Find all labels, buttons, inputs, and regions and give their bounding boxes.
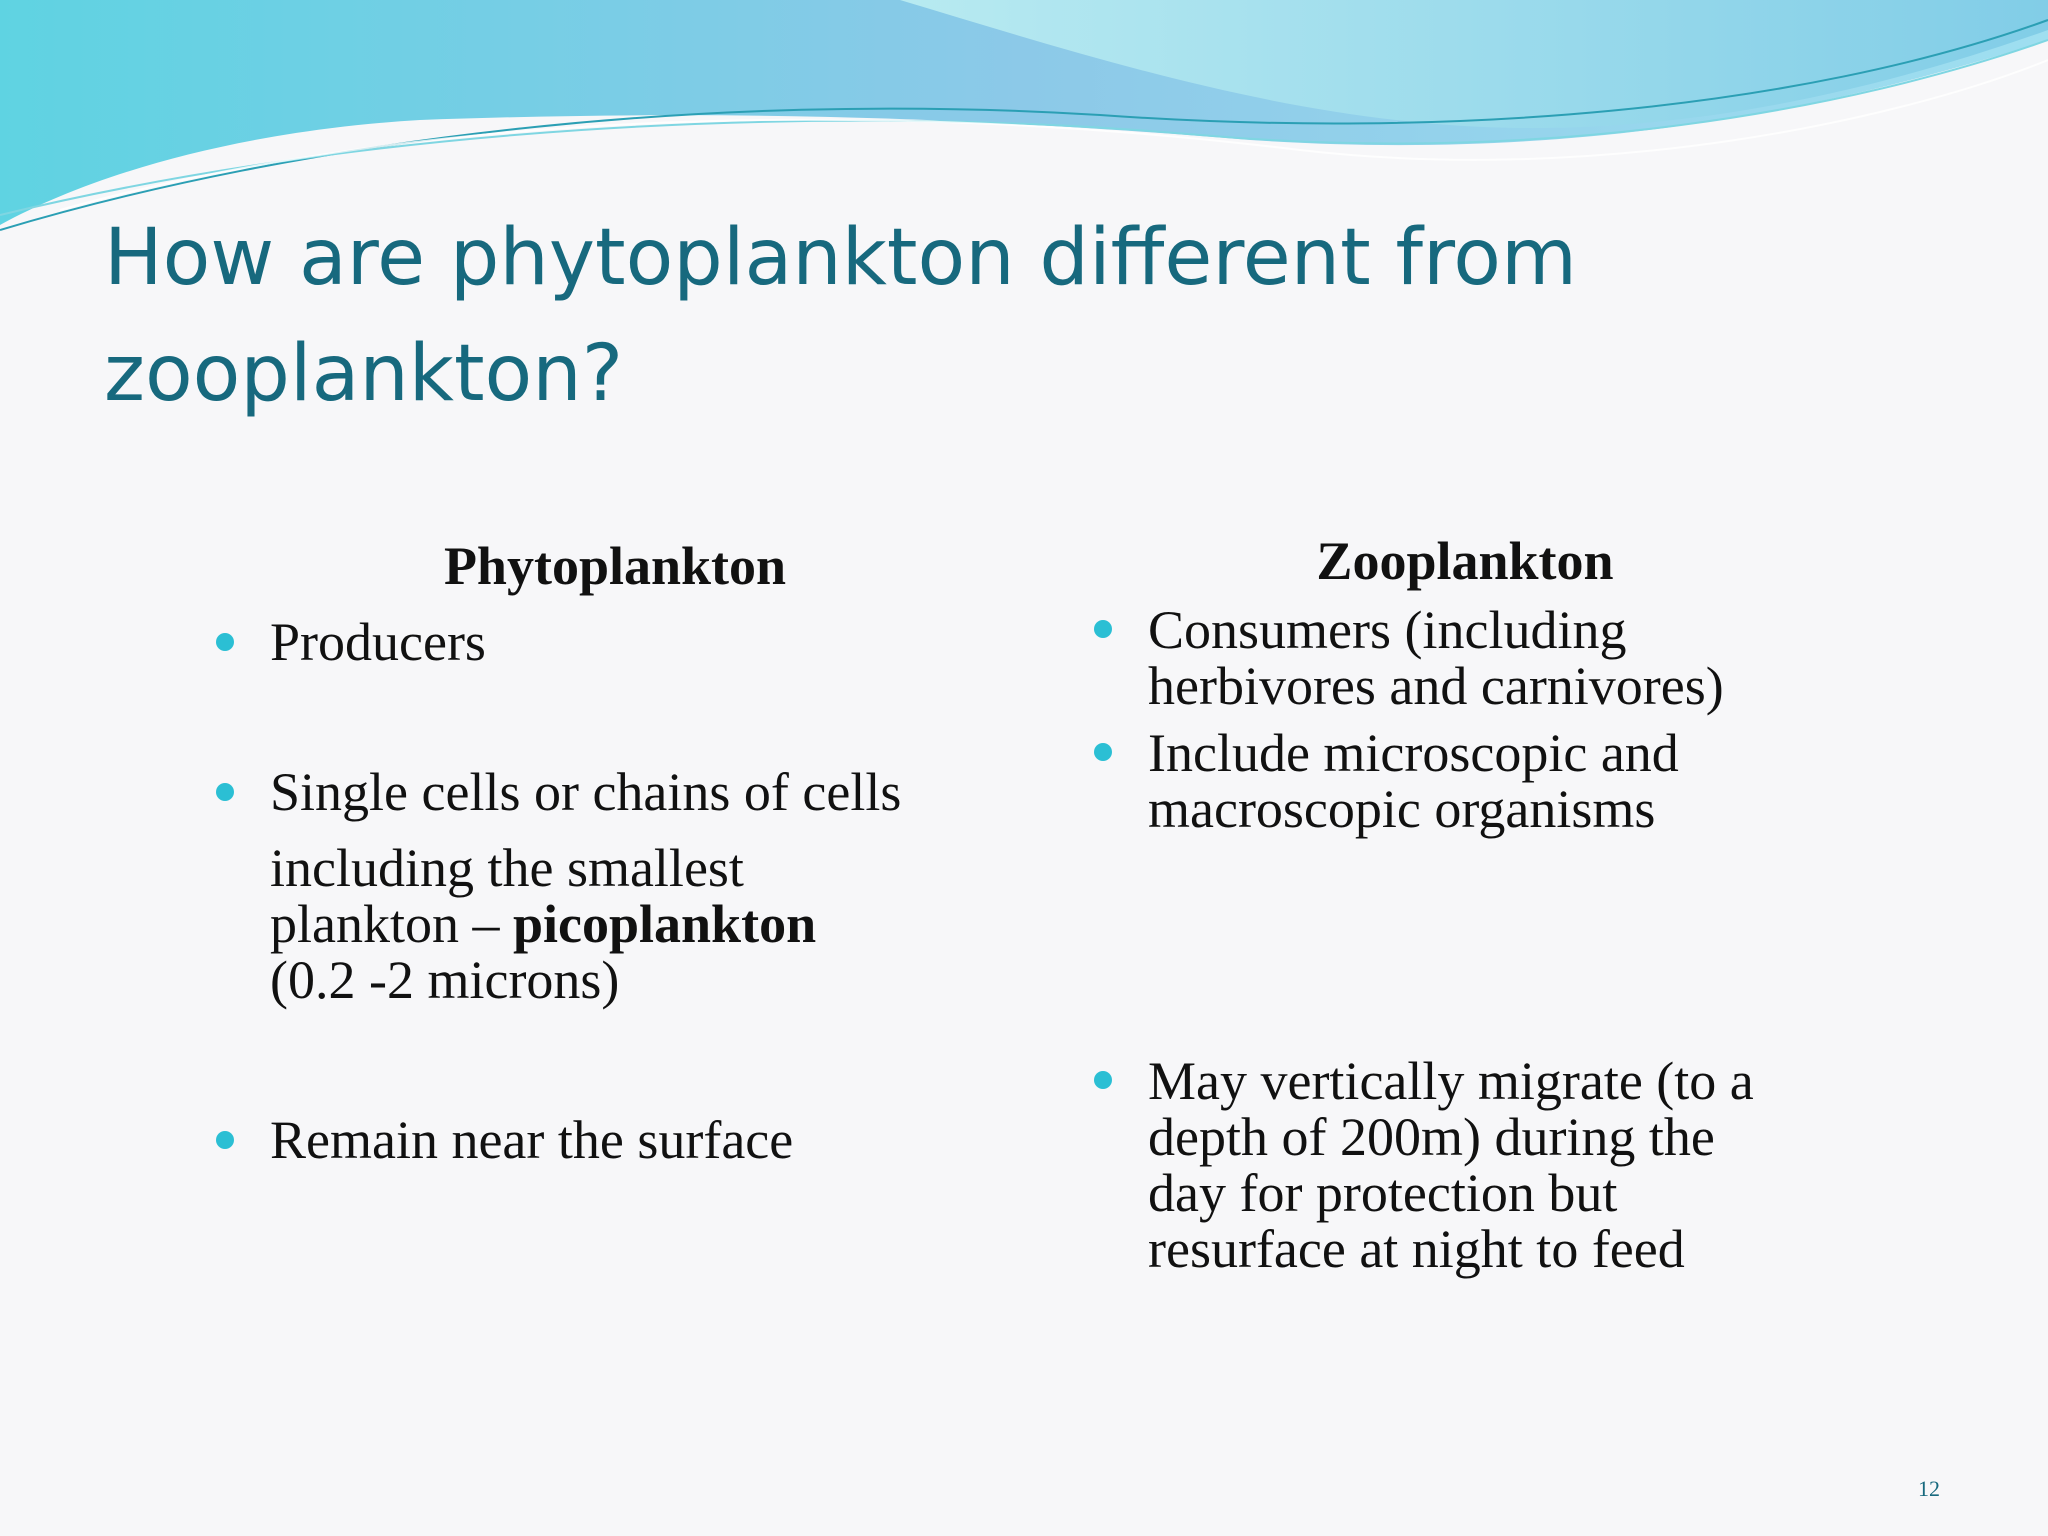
right-bullet-3 (1148, 1053, 1754, 1277)
right-bullet-2 (1148, 725, 1679, 837)
left-bullet-3: Remain near the surface (270, 1110, 794, 1170)
picoplankton-term: picoplankton (512, 894, 817, 954)
right-bullet-3-line-2: depth of 200m) during the (1148, 1107, 1715, 1167)
slide-title: How are phytoplankton different from zooplankton? (104, 213, 1578, 419)
phytoplankton-heading: Phytoplankton (443, 536, 787, 596)
right-bullet-1 (1148, 602, 1724, 714)
zooplankton-heading: Zooplankton (1316, 531, 1614, 591)
left-bullet-2-line-4: (0.2 -2 microns) (270, 950, 620, 1010)
left-bullet-2-line-1: Single cells or chains of cells (270, 762, 902, 822)
left-bullet-2-line-2: including the smallest (270, 838, 744, 898)
bullet-icon (1094, 620, 1112, 638)
right-bullet-3-line-4: resurface at night to feed (1148, 1219, 1685, 1279)
bullet-icon (216, 783, 234, 801)
bullet-icon (1094, 1071, 1112, 1089)
left-bullet-2 (270, 764, 901, 1008)
right-bullet-1-line-1: Consumers (including (1148, 600, 1627, 660)
bullet-icon (1094, 743, 1112, 761)
bullet-icon (216, 633, 234, 651)
right-bullet-3-line-1: May vertically migrate (to a (1148, 1051, 1754, 1111)
slide-number: 12 (1918, 1476, 1940, 1501)
bullet-icon (216, 1131, 234, 1149)
left-bullet-2-line-3 (270, 896, 901, 952)
right-bullet-1-line-2: herbivores and carnivores) (1148, 656, 1724, 716)
right-bullet-2-line-2: macroscopic organisms (1148, 779, 1656, 839)
right-bullet-3-line-3: day for protection but (1148, 1163, 1618, 1223)
left-bullet-1: Producers (270, 612, 486, 672)
right-bullet-2-line-1: Include microscopic and (1148, 723, 1679, 783)
left-bullet-2-line-3-prefix: plankton – (270, 894, 513, 954)
